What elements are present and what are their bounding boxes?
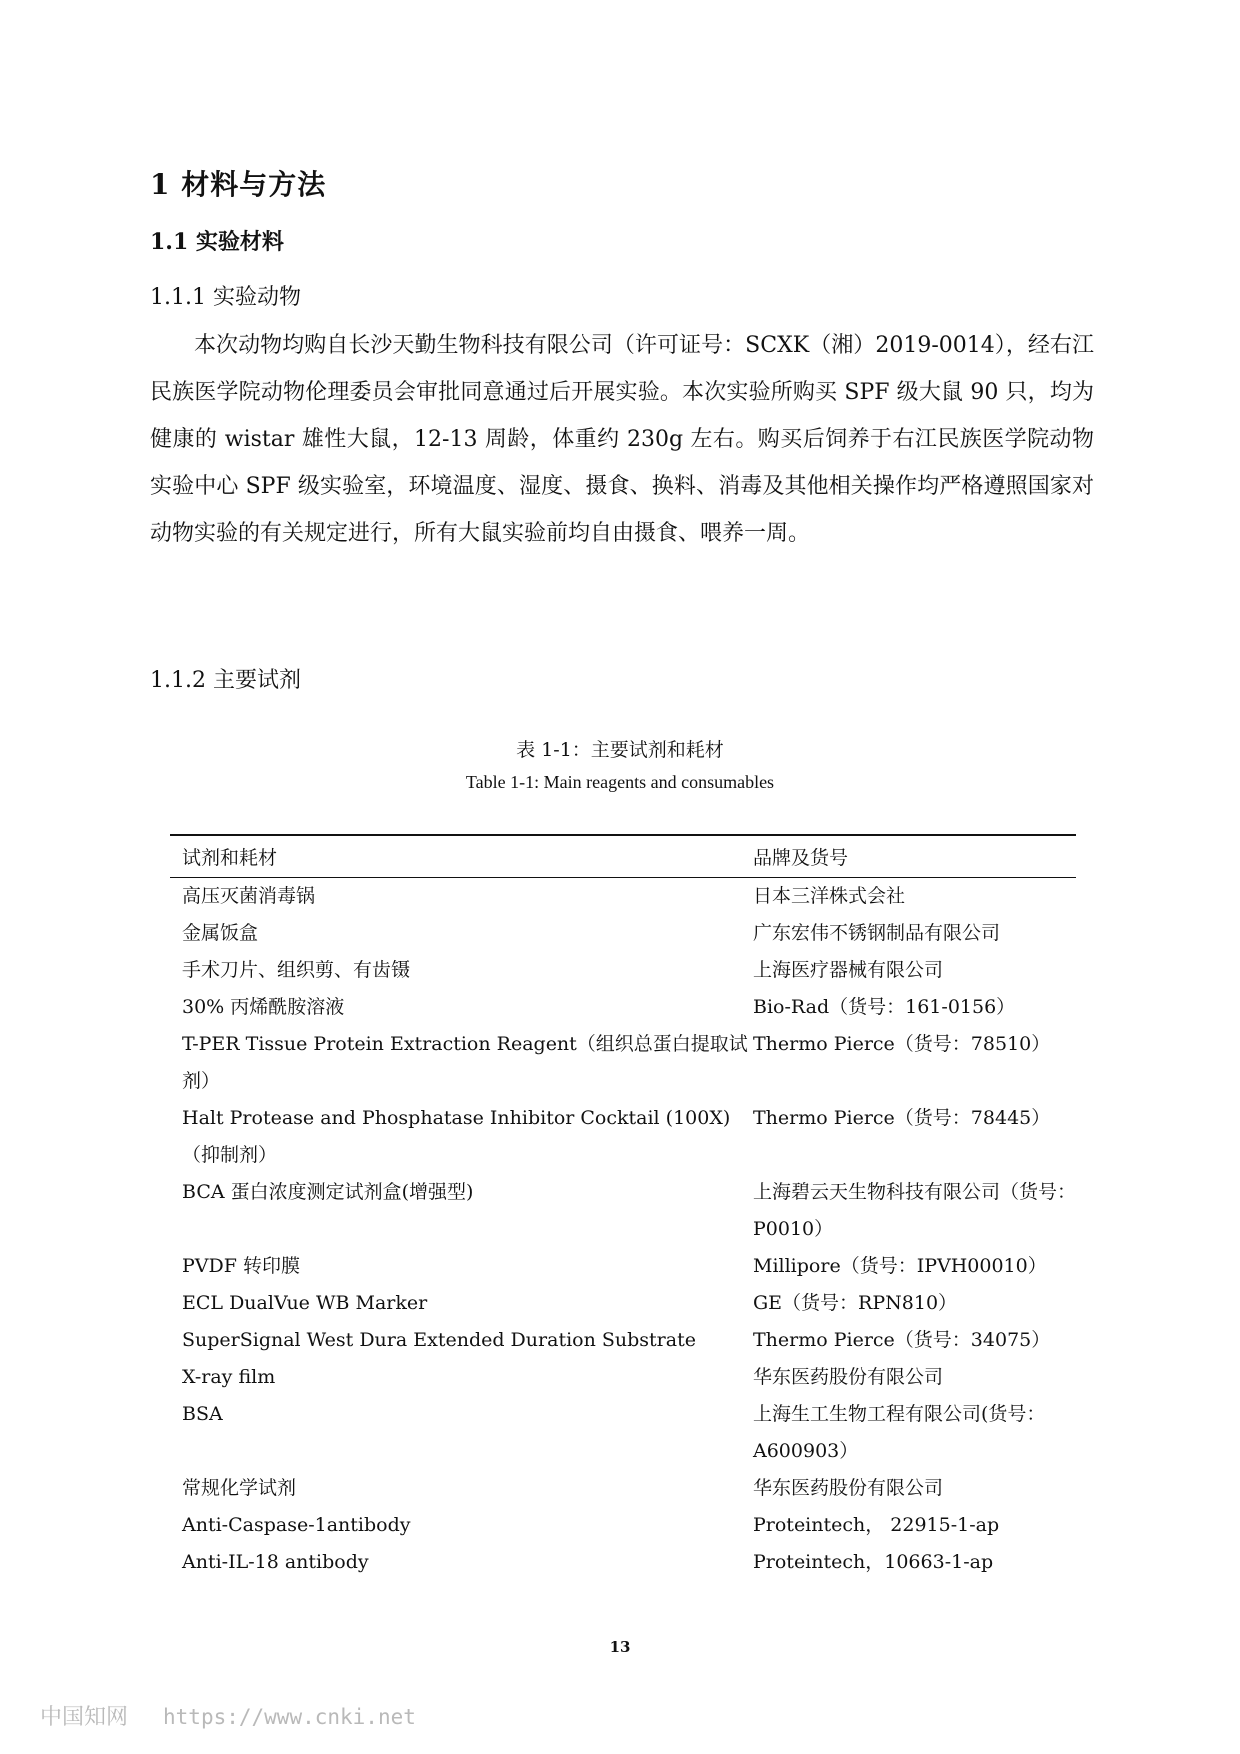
table-row [170, 1322, 1076, 1359]
table-cell: 日本三洋株式会社 [753, 885, 906, 907]
table-row [170, 952, 1076, 989]
subsubsection-heading-animals: 1.1.1 实验动物 [150, 285, 301, 310]
table-cell: X-ray film [182, 1366, 276, 1388]
table-cell: 手术刀片、组织剪、有齿镊 [182, 959, 411, 981]
table-cell: 高压灭菌消毒锅 [182, 885, 316, 907]
body-paragraph: 本次动物均购自长沙天勤生物科技有限公司（许可证号：SCXK（湘）2019-0014），经右江民族医学院动物伦理委员会审批同意通过后开展实验。本次实验所购买 SPF 级大鼠 90 只，均为健康的 wistar 雄性大鼠，12-13 周龄，体重约 230g 左右。购买后饲养于右江民族医学院动物实验中心 SPF 级实验室，环境温度、湿度、摄食、换料、消毒及其他相关操作均严格遵照国家对动物实验的有关规定进行，所有大鼠实验前均自由摄食、喂养一周。 [150, 333, 1094, 546]
table-cell: 上海医疗器械有限公司 [753, 959, 944, 981]
table-cell: Proteintech， 22915-1-ap [753, 1514, 1000, 1536]
table-row [170, 989, 1076, 1026]
table-cell: 金属饭盒 [182, 922, 259, 944]
table-cell: 华东医药股份有限公司 [753, 1366, 944, 1388]
watermark-logo: 中国知网 [40, 1705, 129, 1730]
table-row [170, 1174, 1076, 1248]
table-cell: 广东宏伟不锈钢制品有限公司 [753, 922, 1001, 944]
table-caption-en: Table 1-1: Main reagents and consumables [465, 772, 775, 792]
table-cell: 华东医药股份有限公司 [753, 1477, 944, 1499]
table-row [170, 1285, 1076, 1322]
table-row [170, 1396, 1076, 1470]
table-row [170, 1507, 1076, 1544]
table-cell: Anti-Caspase-1antibody [182, 1514, 411, 1536]
table-cell: Bio-Rad（货号：161-0156） [753, 996, 1016, 1018]
table-row [170, 1470, 1076, 1507]
table-cell: Thermo Pierce（货号：34075） [753, 1329, 1051, 1351]
table-caption-cn: 表 1-1：主要试剂和耗材 [516, 739, 724, 761]
reagents-table [170, 834, 1076, 1581]
table-cell: BSA [182, 1403, 223, 1425]
section-heading: 1 材料与方法 [150, 168, 327, 201]
table-cell: ECL DualVue WB Marker [182, 1292, 428, 1314]
table-body [170, 878, 1076, 1581]
table-cell: 常规化学试剂 [182, 1477, 297, 1499]
table-cell: GE（货号：RPN810） [753, 1292, 958, 1314]
table-cell: Proteintech，10663-1-ap [753, 1551, 994, 1573]
watermark-url: https://www.cnki.net [163, 1705, 416, 1729]
table-cell: 上海碧云天生物科技有限公司（货号：P0010） [753, 1181, 1077, 1240]
table-cell: Thermo Pierce（货号：78445） [753, 1107, 1051, 1129]
table-cell: PVDF 转印膜 [182, 1255, 300, 1277]
table-cell: Millipore（货号：IPVH00010） [753, 1255, 1047, 1277]
table-cell: SuperSignal West Dura Extended Duration Substrate [182, 1329, 696, 1351]
table-cell: Anti-IL-18 antibody [182, 1551, 369, 1573]
subsubsection-heading-reagents: 1.1.2 主要试剂 [150, 668, 301, 693]
table-cell: 30% 丙烯酰胺溶液 [182, 996, 345, 1018]
cnki-watermark [40, 1700, 416, 1731]
table-cell: BCA 蛋白浓度测定试剂盒(增强型) [182, 1181, 474, 1203]
table-cell: 上海生工生物工程有限公司(货号：A600903） [753, 1403, 1046, 1462]
table-row [170, 1100, 1076, 1174]
table-cell: Thermo Pierce（货号：78510） [753, 1033, 1051, 1055]
table-cell: Halt Protease and Phosphatase Inhibitor Cocktail (100X)（抑制剂） [182, 1107, 731, 1166]
page-number: 13 [609, 1638, 631, 1656]
table-header-row [170, 836, 1076, 877]
table-header-cell: 试剂和耗材 [182, 847, 278, 869]
table-row [170, 1026, 1076, 1100]
table-row [170, 1544, 1076, 1581]
subsection-heading: 1.1 实验材料 [150, 229, 284, 255]
table-row [170, 1359, 1076, 1396]
table-row [170, 878, 1076, 915]
table-header-cell: 品牌及货号 [753, 847, 849, 869]
table-row [170, 1248, 1076, 1285]
table-cell: T-PER Tissue Protein Extraction Reagent（组织总蛋白提取试剂） [182, 1033, 748, 1092]
table-row [170, 915, 1076, 952]
